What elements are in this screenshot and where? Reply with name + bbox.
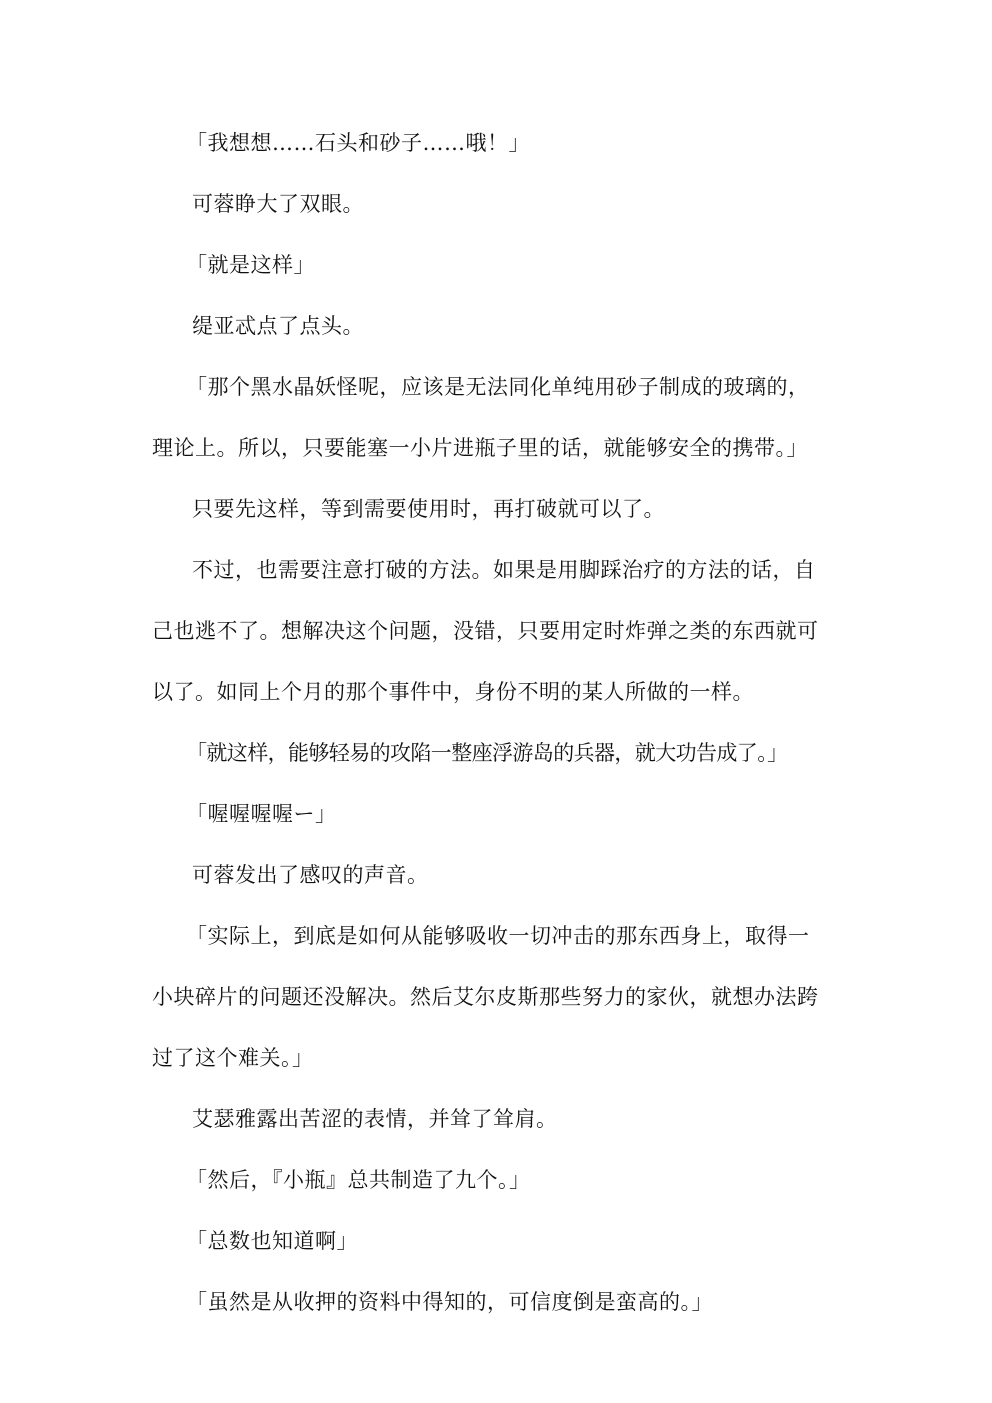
text-line: 「就这样，能够轻易的攻陷一整座浮游岛的兵器，就大功告成了。」 xyxy=(186,741,788,765)
text-line: 不过，也需要注意打破的方法。如果是用脚踩治疗的方法的话，自 xyxy=(192,558,816,582)
text-line: 「就是这样」 xyxy=(186,253,315,277)
text-line: 可蓉发出了感叹的声音。 xyxy=(192,863,429,887)
text-line: 己也逃不了。想解决这个问题，没错，只要用定时炸弹之类的东西就可 xyxy=(152,619,819,643)
text-line: 「我想想……石头和砂子……哦！」 xyxy=(186,131,530,155)
text-line: 以了。如同上个月的那个事件中，身份不明的某人所做的一样。 xyxy=(152,680,754,704)
text-line: 小块碎片的问题还没解决。然后艾尔皮斯那些努力的家伙，就想办法跨 xyxy=(152,985,819,1009)
text-line: 只要先这样，等到需要使用时，再打破就可以了。 xyxy=(192,497,665,521)
text-line: 艾瑟雅露出苦涩的表情，并耸了耸肩。 xyxy=(192,1107,558,1131)
text-line: 理论上。所以，只要能塞一小片进瓶子里的话，就能够安全的携带。」 xyxy=(152,436,808,460)
text-line: 「然后，『小瓶』总共制造了九个。」 xyxy=(186,1168,531,1192)
text-line: 可蓉睁大了双眼。 xyxy=(192,192,364,216)
text-line: 「实际上，到底是如何从能够吸收一切冲击的那东西身上，取得一 xyxy=(186,924,810,948)
text-line: 缇亚忒点了点头。 xyxy=(192,314,364,338)
text-line: 「喔喔喔喔ー」 xyxy=(186,802,337,826)
text-line: 「总数也知道啊」 xyxy=(186,1229,358,1253)
text-line: 过了这个难关。」 xyxy=(152,1046,314,1070)
text-line: 「那个黑水晶妖怪呢，应该是无法同化单纯用砂子制成的玻璃的， xyxy=(186,375,810,399)
text-line: 「虽然是从收押的资料中得知的，可信度倒是蛮高的。」 xyxy=(186,1290,713,1314)
